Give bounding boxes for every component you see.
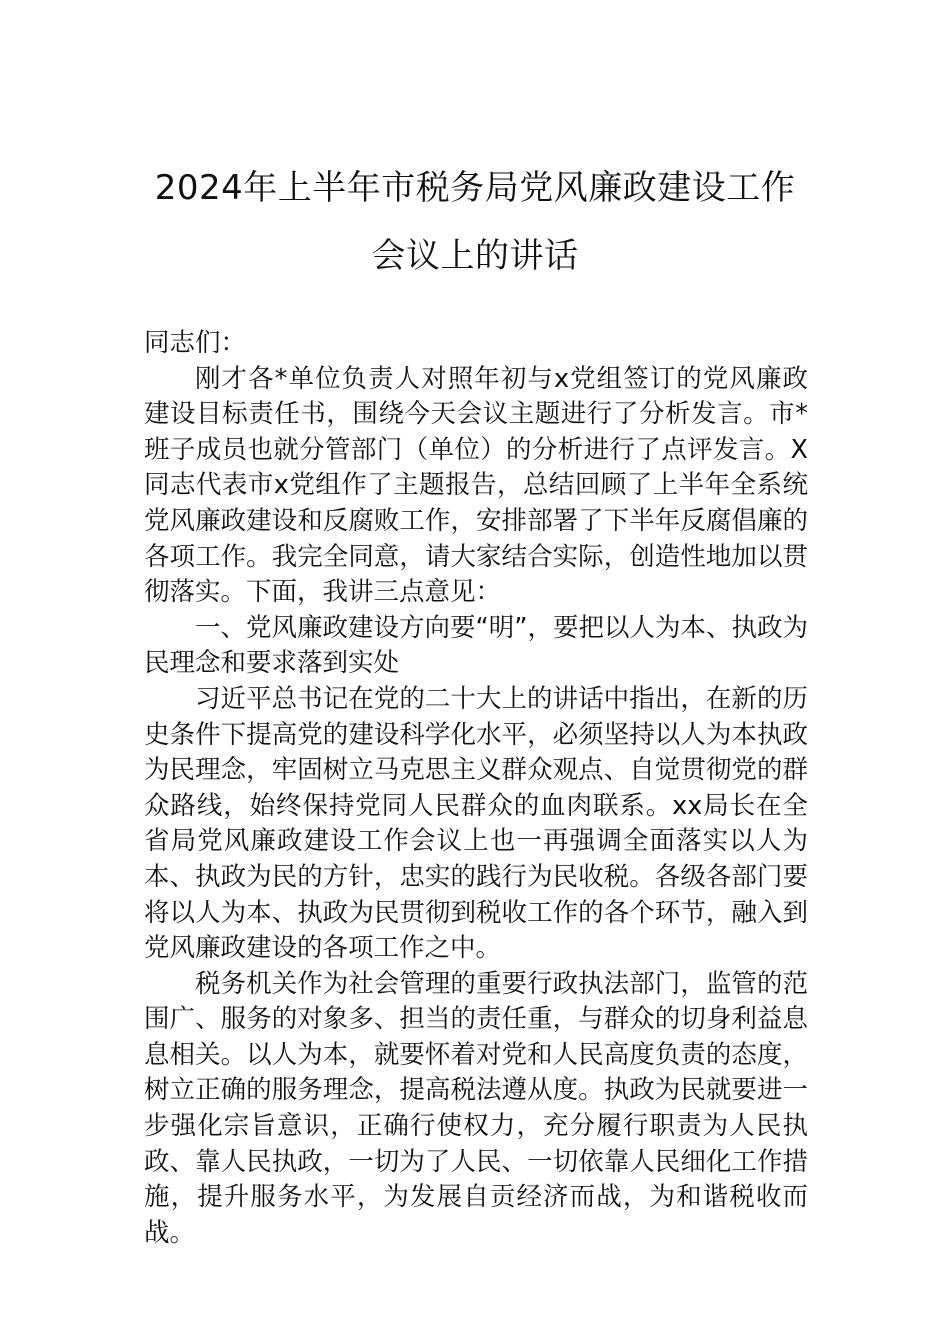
document-title-line-2: 会议上的讲话 [371,236,579,276]
salutation: 同志们： [144,328,247,358]
paragraph-tax-authority: 税务机关作为社会管理的重要行政执法部门，监管的范围广、服务的对象多、担当的责任重，与群众的切身利益息息相关。以人为本，就要怀着对党和人民高度负责的态度，树立正确的服务理念，提高税法遵从度。执政为民就要进一步强化宗旨意识，正确行使权力，充分履行职责为人民执政、靠人民执政，一切为了人民、一切依靠人民细化工作措施，提升服务水平，为发展自贡经济而战，为和谐税收而战。 [144,968,808,1248]
section-heading-1: 一、党风廉政建设方向要“明”，要把以人为本、执政为民理念和要求落到实处 [144,612,808,679]
document-body [144,326,808,1251]
paragraph-opening: 刚才各*单位负责人对照年初与x党组签订的党风廉政建设目标责任书，围绕今天会议主题进行了分析发言。市*班子成员也就分管部门（单位）的分析进行了点评发言。X同志代表市x党组作了主题报告，总结回顾了上半年全系统党风廉政建设和反腐败工作，安排部署了下半年反腐倡廉的各项工作。我完全同意，请大家结合实际，创造性地加以贯彻落实。下面，我讲三点意见： [144,363,808,608]
document-title-line-1: 2024年上半年市税务局党风廉政建设工作 [154,168,796,208]
paragraph-xi-speech: 习近平总书记在党的二十大上的讲话中指出，在新的历史条件下提高党的建设科学化水平，必须坚持以人为本执政为民理念，牢固树立马克思主义群众观点、自觉贯彻党的群众路线，始终保持党同人民群众的血肉联系。xx局长在全省局党风廉政建设工作会议上也一再强调全面落实以人为本、执政为民的方针，忠实的践行为民收税。各级各部门要将以人为本、执政为民贯彻到税收工作的各个环节，融入到党风廉政建设的各项工作之中。 [144,683,808,964]
